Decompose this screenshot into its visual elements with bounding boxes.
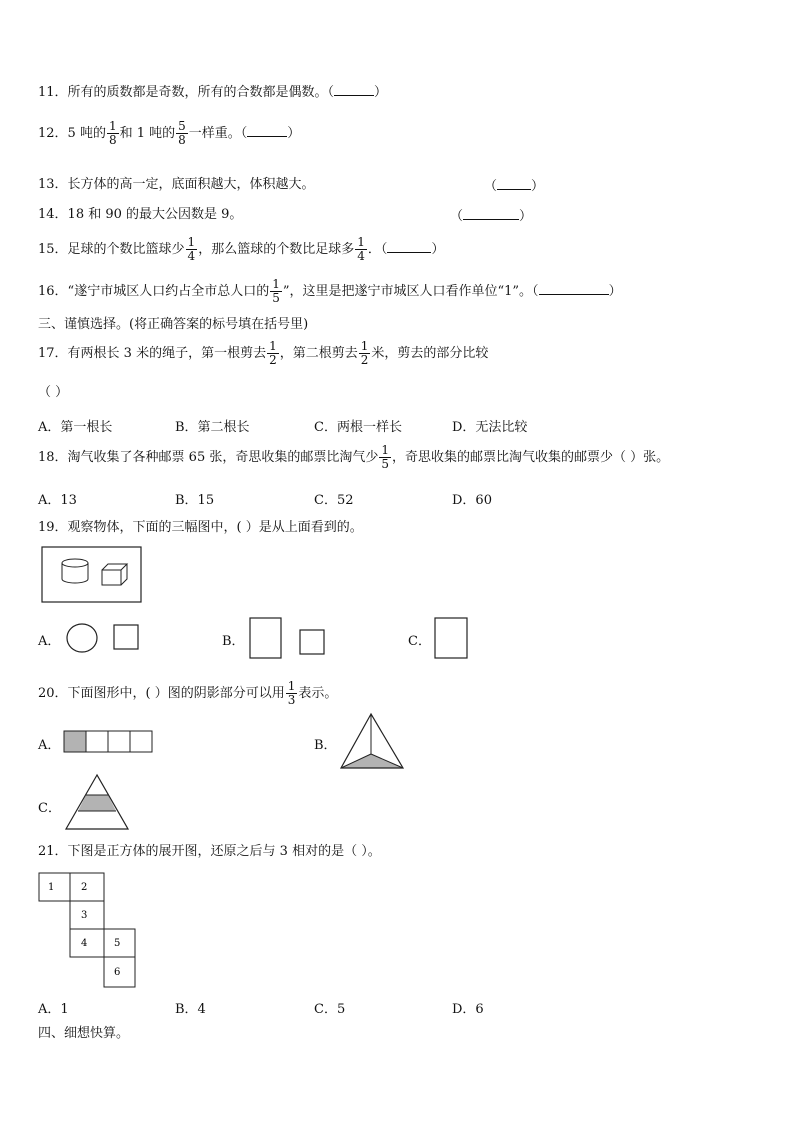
fraction: $\frac{5}{8}$ — [178, 119, 186, 147]
square-icon — [300, 630, 324, 654]
answer-blank[interactable] — [539, 281, 609, 295]
question-21: 21．下图是正方体的展开图，还原之后与 3 相对的是（ ）。 — [38, 844, 381, 859]
answer-blank[interactable] — [497, 176, 531, 190]
rectangle-icon — [435, 618, 467, 658]
option-c[interactable]: C．两根一样长 — [314, 420, 402, 435]
section-4-heading: 四、细想快算。 — [38, 1026, 130, 1041]
option-c[interactable]: C． — [38, 801, 61, 816]
question-16: 16．“遂宁市城区人口约占全市总人口的 $\frac{1}{5}$ ”，这里是把遂宁市城区人口看作单位“1”。（ ） — [38, 277, 622, 305]
option-a-figure[interactable] — [65, 622, 141, 654]
option-c-figure[interactable] — [64, 773, 130, 831]
option-a[interactable]: A．第一根长 — [38, 420, 113, 435]
circle-icon — [67, 624, 97, 652]
fraction: $\frac{1}{2}$ — [269, 339, 277, 367]
answer-blank[interactable] — [247, 123, 287, 137]
question-13: 13．长方体的高一定，底面积越大，体积越大。 — [38, 177, 315, 192]
cell-2: 2 — [81, 882, 88, 893]
question-17: 17．有两根长 3 米的绳子，第一根剪去 $\frac{1}{2}$ ，第二根剪去 $\frac{1}{2}$ 米，剪去的部分比较 — [38, 339, 489, 367]
option-b[interactable]: B．15 — [175, 493, 215, 508]
fraction: $\frac{1}{5}$ — [272, 277, 280, 305]
fraction: $\frac{1}{4}$ — [357, 235, 365, 263]
option-b-figure[interactable] — [248, 616, 330, 660]
option-a[interactable]: A．1 — [38, 1002, 69, 1017]
question-11: 11．所有的质数都是奇数，所有的合数都是偶数。（ ） — [38, 82, 387, 102]
rectangle-icon — [250, 618, 281, 658]
question-20: 20．下面图形中，( ）图的阴影部分可以用 $\frac{1}{3}$ 表示。 — [38, 679, 338, 707]
question-14-answer: （ ） — [450, 206, 532, 226]
cell-3: 3 — [81, 910, 88, 921]
option-d[interactable]: D．无法比较 — [452, 420, 528, 435]
question-19: 19．观察物体，下面的三幅图中，( ）是从上面看到的。 — [38, 520, 363, 535]
answer-blank[interactable] — [387, 239, 431, 253]
cell-6: 6 — [114, 967, 121, 978]
answer-blank[interactable] — [334, 82, 374, 96]
question-13-answer: （ ） — [484, 176, 544, 196]
option-c[interactable]: C．5 — [314, 1002, 346, 1017]
option-c[interactable]: C． — [408, 634, 431, 649]
question-15: 15．足球的个数比篮球少 $\frac{1}{4}$ ，那么篮球的个数比足球多 $\frac{1}{4}$ ．（ ） — [38, 235, 445, 263]
option-b[interactable]: B．第二根长 — [175, 420, 250, 435]
option-c[interactable]: C．52 — [314, 493, 354, 508]
fraction: $\frac{1}{3}$ — [287, 679, 296, 707]
fraction: $\frac{1}{8}$ — [108, 119, 117, 147]
option-c-figure[interactable] — [433, 616, 471, 660]
fraction: $\frac{1}{4}$ — [187, 235, 196, 263]
option-a[interactable]: A． — [38, 738, 61, 753]
cell-1: 1 — [48, 882, 55, 893]
option-b-figure[interactable] — [339, 712, 405, 770]
answer-blank[interactable] — [463, 206, 519, 220]
option-b[interactable]: B． — [222, 634, 245, 649]
fraction: $\frac{1}{2}$ — [360, 339, 369, 367]
fraction: $\frac{1}{5}$ — [381, 443, 389, 471]
question-12: 12．5 吨的 $\frac{1}{8}$ 和 1 吨的 $\frac{5}{8}$ 一样重。（ ） — [38, 119, 301, 147]
cube-icon — [102, 564, 127, 585]
option-a-figure[interactable] — [63, 730, 155, 754]
objects-figure — [41, 546, 143, 604]
cylinder-icon — [62, 559, 88, 583]
cell-4: 4 — [81, 938, 88, 949]
question-14: 14．18 和 90 的最大公因数是 9。 — [38, 207, 243, 222]
cell-5: 5 — [114, 938, 121, 949]
option-a[interactable]: A．13 — [38, 493, 77, 508]
section-3-heading: 三、谨慎选择。(将正确答案的标号填在括号里) — [38, 317, 309, 332]
cube-net-figure — [38, 872, 138, 990]
option-d[interactable]: D．6 — [452, 1002, 484, 1017]
question-11-text: 11．所有的质数都是奇数，所有的合数都是偶数。（ — [38, 85, 335, 100]
option-b[interactable]: B．4 — [175, 1002, 206, 1017]
option-d[interactable]: D．60 — [452, 493, 492, 508]
question-18: 18．淘气收集了各种邮票 65 张，奇思收集的邮票比淘气少 $\frac{1}{5}$ ，奇思收集的邮票比淘气收集的邮票少（ ）张。 — [38, 443, 670, 471]
option-b[interactable]: B． — [314, 738, 337, 753]
square-icon — [114, 625, 138, 649]
option-a[interactable]: A． — [38, 634, 61, 649]
answer-paren[interactable]: （ ） — [38, 385, 69, 400]
